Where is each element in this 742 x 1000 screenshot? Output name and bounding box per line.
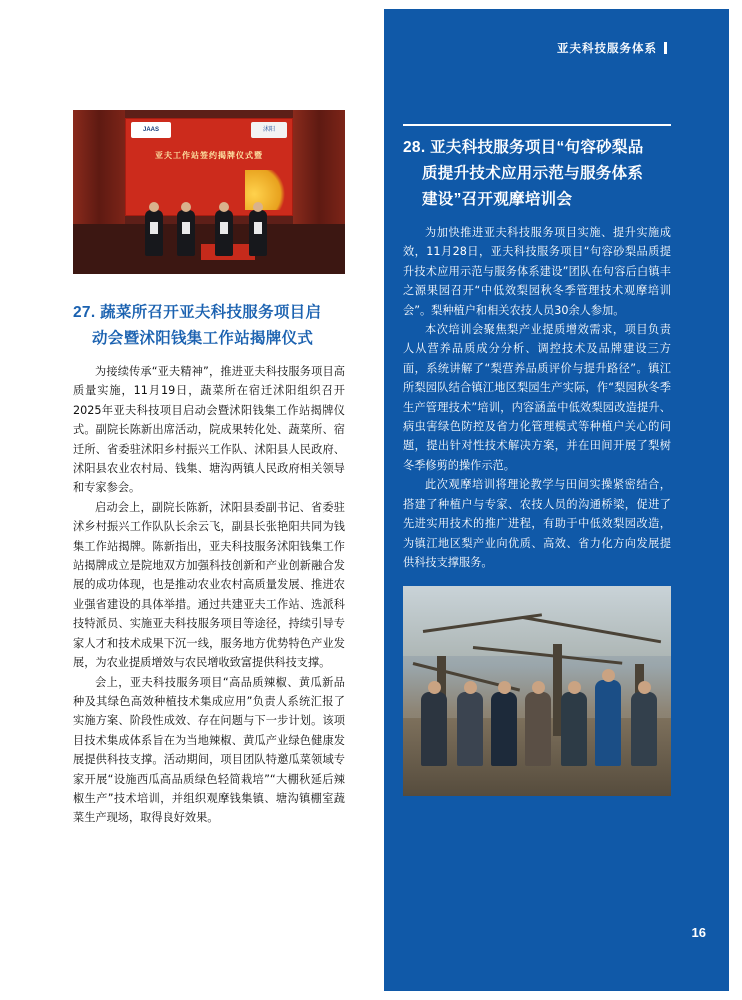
right-paragraph-2: 本次培训会聚焦梨产业提质增效需求，项目负责人从营养品质成分分析、调控技术及品牌建设三方面，系统讲解了“梨营养品质评价与提升路径”。镇江所梨园队结合镇江地区梨园生产实际，作“梨园秋冬季生产管理技术”培训，内容涵盖中低效梨园改造提升、病虫害绿色防控及省力化管理模式等种植户关心的问题，提出针对性技术解决方案，并在田间开展了梨树冬季修剪的操作示范。 xyxy=(403,323,671,472)
right-column xyxy=(371,0,742,1000)
left-article-title-line2: 动会暨沭阳钱集工作站揭牌仪式 xyxy=(92,330,314,347)
left-paragraph-2: 启动会上，副院长陈新，沭阳县委副书记、省委驻沭乡村振兴工作队队长余云飞，副县长张艳阳共同为钱集工作站揭牌。陈新指出，亚夫科技服务沭阳钱集工作站揭牌成立是院地双方加强科技创新和产业创新融合发展的成功体现，也是推动农业农村高质量发展、推进农业强省建设的具体举措。通过共建亚夫工作站、选派科技特派员、实施亚夫科技服务项目等途径，持续引导专家人才和技术成果下沉一线，服务地方优势特色产业发展，为农业提质增效与农民增收致富提供科技支撑。 xyxy=(73,500,345,670)
person-figure xyxy=(177,210,195,256)
right-article-number: 28. xyxy=(403,139,426,156)
left-column-content xyxy=(73,110,345,828)
person-figure xyxy=(457,692,483,766)
sun-graphic-decor xyxy=(245,170,291,210)
right-column-content xyxy=(403,40,671,796)
person-figure xyxy=(595,680,621,766)
title-top-rule xyxy=(403,124,671,126)
right-article-title-line3: 建设”召开观摩培训会 xyxy=(422,191,573,208)
right-article-title-line2: 质提升技术应用示范与服务体系 xyxy=(422,165,644,182)
person-figure xyxy=(525,692,551,766)
partner-logo: 沭阳 xyxy=(251,122,287,138)
running-head-label: 亚夫科技服务体系 xyxy=(557,43,657,55)
person-figure xyxy=(561,692,587,766)
left-article-title-line1: 蔬菜所召开亚夫科技服务项目启 xyxy=(100,304,322,321)
left-paragraph-1: 为接续传承“亚夫精神”，推进亚夫科技服务项目高质量实施，11月19日，蔬菜所在宿迁沭阳组织召开2025年亚夫科技项目启动会暨沭阳钱集工作站揭牌仪式。副院长陈新出席活动，院成果转化处、蔬菜所、宿迁所、省委驻沭阳乡村振兴工作队、沭阳县人民政府、沭阳县农业农村局、钱集、塘沟两镇人民政府相关领导和专家参会。 xyxy=(73,365,345,495)
left-article-number: 27. xyxy=(73,304,96,321)
ceremony-photo xyxy=(73,110,345,274)
right-paragraph-3: 此次观摩培训将理论教学与田间实操紧密结合，搭建了种植户与专家、农技人员的沟通桥梁，促进了先进实用技术的推广进程，有助于中低效梨园改造，为镇江地区梨产业向优质、高效、省力化方向发展提供科技支撑服务。 xyxy=(403,478,671,569)
jaas-logo: JAAS xyxy=(131,122,171,138)
page-number: 16 xyxy=(691,925,706,940)
person-figure xyxy=(631,692,657,766)
person-figure xyxy=(215,210,233,256)
right-article-title-line1: 亚夫科技服务项目“句容砂梨品 xyxy=(430,139,644,156)
running-head-rule-decor xyxy=(664,42,667,54)
left-paragraph-3: 会上，亚夫科技服务项目“高品质辣椒、黄瓜新品种及其绿色高效种植技术集成应用”负责人系统汇报了实施方案、阶段性成效、存在问题与下一步计划。该项目技术集成体系旨在为当地辣椒、黄瓜产业绿色健康发展提供科技支撑。活动期间，项目团队特邀瓜菜领域专家开展“设施西瓜高品质绿色轻简栽培”“大棚秋延后辣椒生产”技术培训，并组织观摩钱集镇、塘沟镇棚室蔬菜生产现场，取得良好效果。 xyxy=(73,675,345,825)
person-figure xyxy=(491,692,517,766)
right-article-title xyxy=(403,135,671,213)
person-figure xyxy=(145,210,163,256)
banner-text-line1: 亚夫工作站签约揭牌仪式暨 xyxy=(155,151,263,160)
right-paragraph-1: 为加快推进亚夫科技服务项目实施、提升实施成效，11月28日，亚夫科技服务项目“句容砂梨品质提升技术应用示范与服务体系建设”团队在句容后白镇丰之源果园召开“中低效梨园秋冬季管理技术观摩培训会”。梨种植户和相关农技人员30余人参加。 xyxy=(403,226,671,317)
left-article-title xyxy=(73,300,345,352)
running-head xyxy=(403,40,671,56)
person-figure xyxy=(421,692,447,766)
orchard-training-photo xyxy=(403,586,671,796)
person-figure xyxy=(249,210,267,256)
